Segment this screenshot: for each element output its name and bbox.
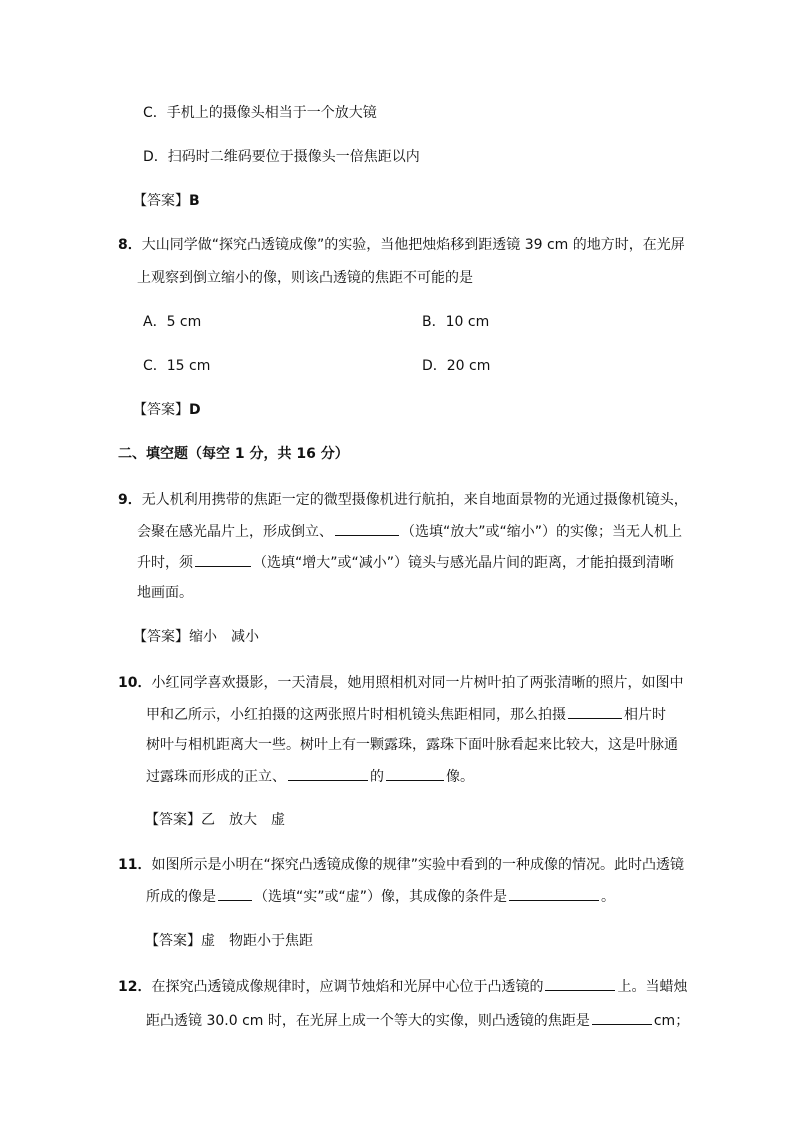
q12-line1: 12．在探究凸透镜成像规律时，应调节烛焰和光屏中心位于凸透镜的 上。当蜡烛 <box>118 976 687 997</box>
q9-line4: 地画面。 <box>137 585 193 601</box>
answer-blank[interactable] <box>288 766 368 781</box>
answer-tag: 【答案】 <box>145 812 201 828</box>
q8-option-d: D．20 cm <box>422 358 491 374</box>
question-number: 11． <box>118 857 152 873</box>
q10-line4: 过露珠而形成的正立、 的 像。 <box>146 766 474 787</box>
q10-line1 <box>118 673 683 693</box>
q11-line1 <box>118 855 684 875</box>
answer-blank[interactable] <box>386 766 444 781</box>
q8-line1 <box>118 235 685 255</box>
question-number: 9． <box>118 492 142 508</box>
q10-line2: 甲和乙所示，小红拍摄的这两张照片时相机镜头焦距相同，那么拍摄 相片时 <box>146 704 666 725</box>
answer-blank[interactable] <box>335 521 399 536</box>
answer-tag: 【答案】 <box>133 402 189 418</box>
question-text: 小红同学喜欢摄影，一天清晨，她用照相机对同一片树叶拍了两张清晰的照片，如图中 <box>151 675 684 691</box>
q8-line2: 上观察到倒立缩小的像，则该凸透镜的焦距不可能的是 <box>137 270 473 286</box>
q10-answer <box>145 810 285 830</box>
answer-value: 虚 <box>201 933 215 949</box>
answer-blank[interactable] <box>592 1010 652 1025</box>
question-text: 无人机利用携带的焦距一定的微型摄像机进行航拍，来自地面景物的光通过摄像机镜头， <box>141 492 688 508</box>
answer-tag: 【答案】 <box>133 193 189 209</box>
question-number: 12． <box>118 979 152 995</box>
q8-option-c: C．15 cm <box>143 358 211 374</box>
question-number: 10． <box>118 675 152 691</box>
question-text: 大山同学做“探究凸透镜成像”的实验，当他把烛焰移到距透镜 39 cm 的地方时，在光屏 <box>141 237 685 253</box>
q9-line1 <box>118 490 688 510</box>
answer-value: 物距小于焦距 <box>229 933 313 949</box>
q9-line3: 升时，须 （选填“增大”或“减小”）镜头与感光晶片间的距离，才能拍摄到清晰 <box>137 552 674 573</box>
question-text: 如图所示是小明在“探究凸透镜成像的规律”实验中看到的一种成像的情况。此时凸透镜 <box>151 857 684 873</box>
q10-line3: 树叶与相机距离大一些。树叶上有一颗露珠，露珠下面叶脉看起来比较大，这是叶脉通 <box>146 737 678 753</box>
answer-value: 缩小 <box>189 629 217 645</box>
q8-option-b: B．10 cm <box>422 314 490 330</box>
q11-line2: 所成的像是 （选填“实”或“虚”）像，其成像的条件是 。 <box>146 886 615 907</box>
answer-value: 放大 <box>229 812 257 828</box>
q7-option-c: C．手机上的摄像头相当于一个放大镜 <box>143 105 377 121</box>
q9-line2: 会聚在感光晶片上，形成倒立、 （选填“放大”或“缩小”）的实像；当无人机上 <box>137 521 682 542</box>
answer-blank[interactable] <box>218 886 252 901</box>
q8-option-a: A．5 cm <box>143 314 202 330</box>
answer-blank[interactable] <box>568 704 622 719</box>
answer-value: 减小 <box>231 629 259 645</box>
answer-value: B <box>189 193 200 209</box>
question-number: 8． <box>118 237 142 253</box>
answer-value: 乙 <box>201 812 215 828</box>
q8-answer <box>133 400 201 420</box>
q7-answer <box>133 191 200 211</box>
answer-tag: 【答案】 <box>145 933 201 949</box>
q9-answer <box>133 627 259 647</box>
answer-tag: 【答案】 <box>133 629 189 645</box>
answer-blank[interactable] <box>509 886 599 901</box>
answer-value: 虚 <box>271 812 285 828</box>
q7-option-d: D．扫码时二维码要位于摄像头一倍焦距以内 <box>143 149 420 165</box>
answer-blank[interactable] <box>195 552 251 567</box>
answer-blank[interactable] <box>545 976 615 991</box>
section-heading: 二、填空题（每空 1 分，共 16 分） <box>118 446 349 462</box>
q11-answer <box>145 931 313 951</box>
q12-line2: 距凸透镜 30.0 cm 时，在光屏上成一个等大的实像，则凸透镜的焦距是 cm； <box>146 1010 689 1031</box>
answer-value: D <box>189 402 201 418</box>
